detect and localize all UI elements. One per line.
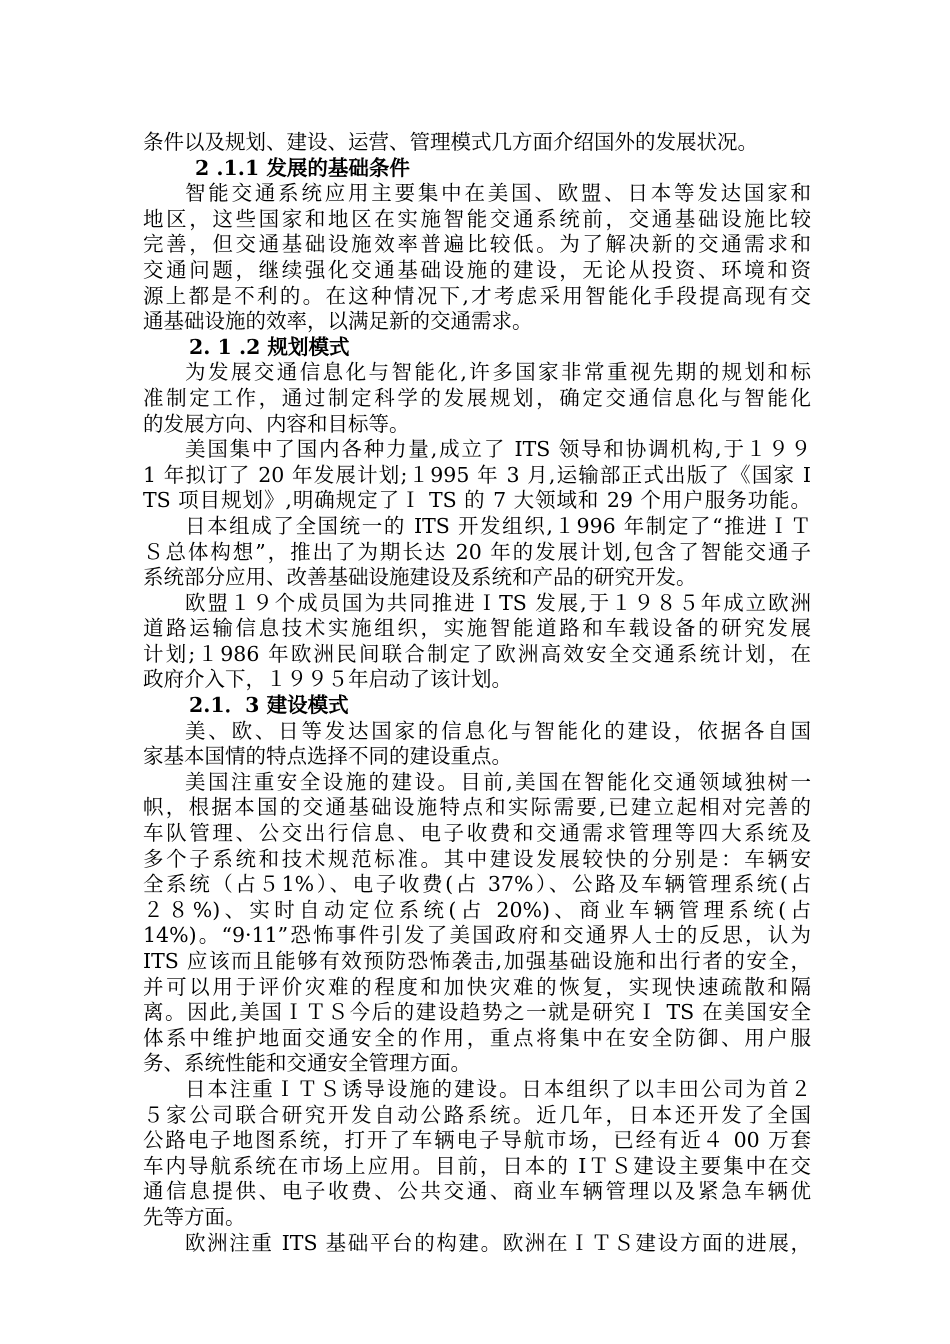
text-line: 帜，根据本国的交通基础设施特点和实际需要,已建立起相对完善的 [143, 795, 811, 820]
text-line: 务、系统性能和交通安全管理方面。 [143, 1051, 471, 1076]
text-line: 交通问题，继续强化交通基础设施的建设，无论从投资、环境和资 [143, 257, 811, 282]
text-line: Ｓ总体构想”，推出了为期长达 20 年的发展计划,包含了智能交通子 [143, 539, 811, 564]
text-line: 美、欧、日等发达国家的信息化与智能化的建设，依据各自国 [185, 718, 811, 743]
text-line: 先等方面。 [143, 1204, 246, 1229]
text-line: 源上都是不利的。在这种情况下,才考虑采用智能化手段提高现有交 [143, 283, 811, 308]
text-line: 道路运输信息技术实施组织，实施智能道路和车载设备的研究发展 [143, 616, 811, 641]
document-body [143, 130, 811, 1256]
text-line: 车内导航系统在市场上应用。目前，日本的 IＴＳ建设主要集中在交 [143, 1153, 811, 1178]
text-line: 条件以及规划、建设、运营、管理模式几方面介绍国外的发展状况。 [143, 130, 758, 154]
text-line: ITS 应该而且能够有效预防恐怖袭击,加强基础设施和出行者的安全， [143, 949, 811, 973]
text-line: 的发展方向、内容和目标等。 [143, 411, 410, 436]
text-line: 通基础设施的效率，以满足新的交通需求。 [143, 309, 533, 334]
text-line: 车队管理、公交出行信息、电子收费和交通需求管理等四大系统及 [143, 821, 811, 846]
text-line: 家基本国情的特点选择不同的建设重点。 [143, 744, 512, 769]
text-line: TS 项目规划》,明确规定了Ｉ TS 的 7 大领域和 29 个用户服务功能。 [143, 488, 811, 513]
text-line: 全系统（占５1%）、电子收费(占 37%）、公路及车辆管理系统(占 [143, 872, 811, 897]
text-line: 日本组成了全国统一的 ITS 开发组织,１996 年制定了“推进ＩＴ [185, 513, 811, 538]
text-line: 多个子系统和技术规范标准。其中建设发展较快的分别是：车辆安 [143, 846, 811, 871]
text-line: 准制定工作，通过制定科学的发展规划，确定交通信息化与智能化 [143, 385, 811, 410]
section-heading-2-1-1: 2 .1.1 发展的基础条件 [195, 155, 410, 180]
text-line: 欧盟１９个成员国为共同推进ＩTS 发展,于１９８５年成立欧洲 [185, 590, 811, 615]
text-line: 美国集中了国内各种力量,成立了 ITS 领导和协调机构,于１９９ [185, 437, 811, 462]
text-line: 美国注重安全设施的建设。目前,美国在智能化交通领域独树一 [185, 769, 811, 794]
text-line: 离。因此,美国ＩＴＳ今后的建设趋势之一就是研究Ｉ TS 在美国安全 [143, 1000, 811, 1025]
text-line: 通信息提供、电子收费、公共交通、商业车辆管理以及紧急车辆优 [143, 1179, 811, 1204]
text-line: 1 年拟订了 20 年发展计划;１995 年 3 月,运输部正式出版了《国家 I [143, 462, 811, 487]
text-line: 日本注重ＩＴＳ诱导设施的建设。日本组织了以丰田公司为首２ [185, 1076, 811, 1101]
text-line: 政府介入下，１９９５年启动了该计划。 [143, 667, 512, 692]
text-line: 地区，这些国家和地区在实施智能交通系统前，交通基础设施比较 [143, 206, 811, 231]
text-line: 欧洲注重 ITS 基础平台的构建。欧洲在ＩＴＳ建设方面的进展， [185, 1230, 811, 1255]
section-heading-2-1-3: 2.1．3 建设模式 [189, 693, 349, 718]
section-heading-2-1-2: 2. 1 .2 规划模式 [189, 334, 350, 359]
text-line: 完善，但交通基础设施效率普遍比较低。为了解决新的交通需求和 [143, 232, 811, 257]
text-line: 体系中维护地面交通安全的作用，重点将集中在安全防御、用户服 [143, 1025, 811, 1050]
text-line: 系统部分应用、改善基础设施建设及系统和产品的研究开发。 [143, 565, 697, 590]
text-line: 公路电子地图系统，打开了车辆电子导航市场，已经有近４ 00 万套 [143, 1128, 811, 1153]
text-line: 并可以用于评价灾难的程度和加快灾难的恢复，实现快速疏散和隔 [143, 974, 811, 999]
text-line: 智能交通系统应用主要集中在美国、欧盟、日本等发达国家和 [185, 181, 811, 206]
text-line: 计划;１986 年欧洲民间联合制定了欧洲高效安全交通系统计划，在 [143, 641, 811, 666]
text-line: 为发展交通信息化与智能化,许多国家非常重视先期的规划和标 [185, 360, 811, 385]
text-line: ２８%)、实时自动定位系统(占 20%)、商业车辆管理系统(占 [143, 897, 811, 922]
text-line: 14%)。“9·11”恐怖事件引发了美国政府和交通界人士的反思，认为 [143, 923, 811, 948]
text-line: ５家公司联合研究开发自动公路系统。近几年，日本还开发了全国 [143, 1102, 811, 1127]
